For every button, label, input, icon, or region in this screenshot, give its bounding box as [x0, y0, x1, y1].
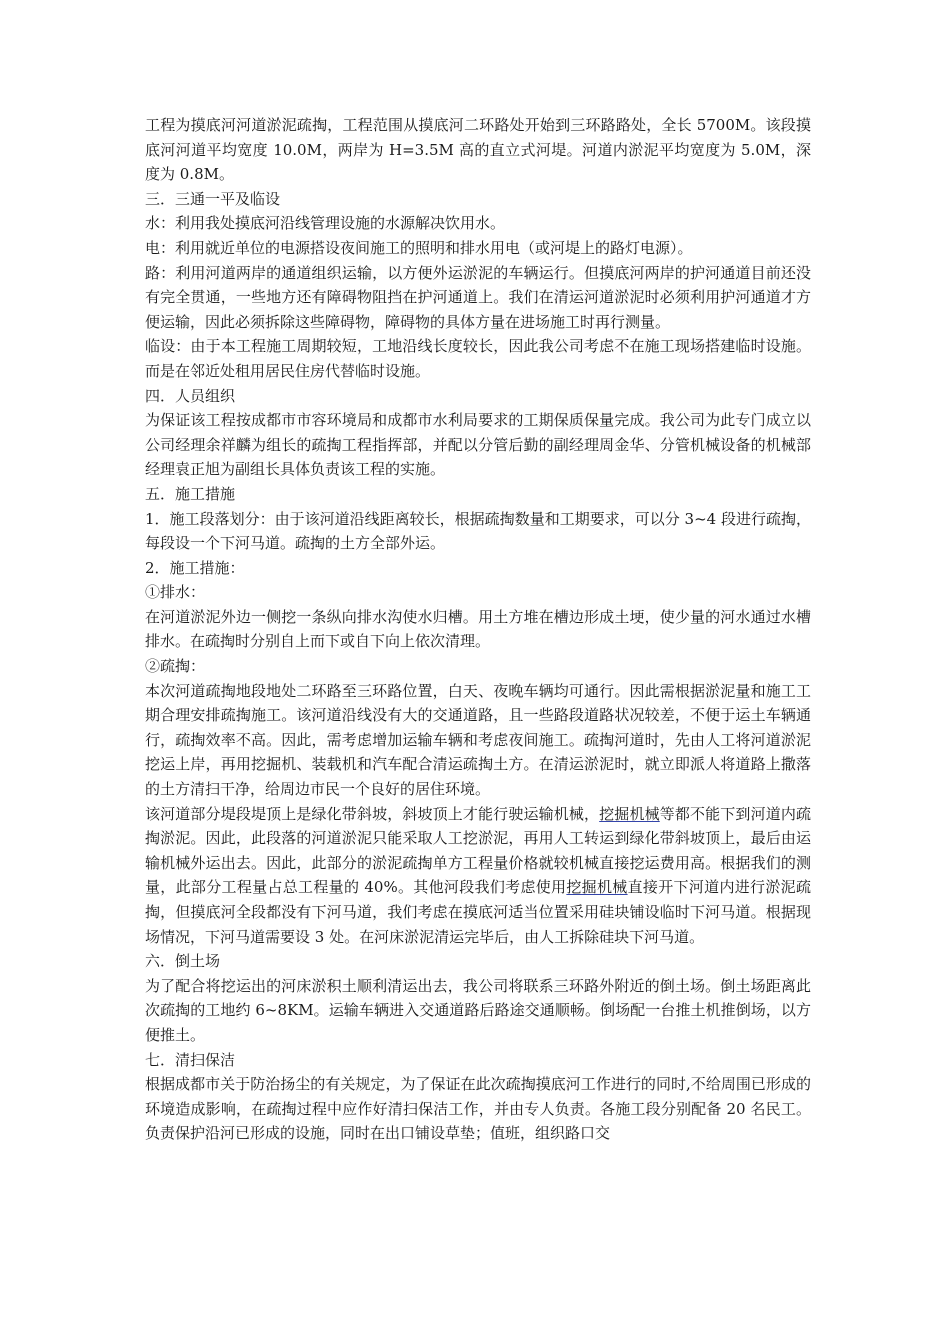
- slope-text-3: 直接开下河道内进行淤泥疏掏，但摸底河全段都没有下河马道，我们考虑在摸底河适当位置采用硅块铺设临时下河马道。根据现场情况，下河马道需要设 3 处。在河床淤泥清运完毕后，由人工拆除硅块下河马道。: [145, 878, 811, 946]
- water-paragraph: 水：利用我处摸底河沿线管理设施的水源解决饮用水。: [145, 214, 506, 233]
- drainage-paragraph: 在河道淤泥外边一侧挖一条纵向排水沟使水归槽。用土方堆在槽边形成土埂，使少量的河水通过水槽排水。在疏掏时分别自上而下或自下向上依次清理。: [145, 607, 811, 651]
- excavator-link-2[interactable]: 挖掘机械: [566, 878, 628, 897]
- slope-paragraph: [145, 802, 811, 950]
- power-paragraph: 电：利用就近单位的电源搭设夜间施工的照明和排水用电（或河堤上的路灯电源）。: [145, 238, 693, 257]
- drainage-heading: ①排水：: [145, 583, 206, 602]
- section-7-heading: 七．清扫保洁: [145, 1050, 236, 1069]
- section-4-heading: 四．人员组织: [145, 386, 236, 405]
- dredging-paragraph: 本次河道疏掏地段地处二环路至三环路位置，白天、夜晚车辆均可通行。因此需根据淤泥量和施工工期合理安排疏掏施工。该河道沿线没有大的交通道路，且一些路段道路状况较差，不便于运土车辆通行，疏掏效率不高。因此，需考虑增加运输车辆和考虑夜间施工。疏掏河道时，先由人工将河道淤泥挖运上岸，再用挖掘机、装载机和汽车配合清运疏掏土方。在清运淤泥时，就立即派人将道路上撒落的土方清扫干净，给周边市民一个良好的居住环境。: [145, 681, 811, 799]
- segment-division-paragraph: 1．施工段落划分：由于该河道沿线距离较长，根据疏掏数量和工期要求，可以分 3~4 段进行疏掏，每段设一个下河马道。疏掏的土方全部外运。: [145, 509, 811, 553]
- measures-heading: 2．施工措施：: [145, 558, 245, 577]
- section-3-heading: 三．三通一平及临设: [145, 189, 281, 208]
- dredging-heading: ②疏掏：: [145, 657, 206, 676]
- slope-text-2: 等都不能下到河道内疏掏淤泥。因此，此段落的河道淤泥只能采取人工挖淤泥，再用人工转运到绿化带斜坡顶上，最后由运输机械外运出去。因此，此部分的淤泥疏掏单方工程量价格就较机械直接挖运费用高。根据我们的测量，此部分工程量占总工程量的 40%。其他河段我们考虑使用: [145, 804, 811, 897]
- intro-paragraph: 工程为摸底河河道淤泥疏掏，工程范围从摸底河二环路处开始到三环路路处，全长 5700M。该段摸底河河道平均宽度 10.0M，两岸为 H=3.5M 高的直立式河堤。河道内淤泥平均宽度为 5.0M，深度为 0.8M。: [145, 116, 811, 184]
- excavator-link-1[interactable]: 挖掘机械: [599, 804, 660, 823]
- temporary-facilities-paragraph: 临设：由于本工程施工周期较短，工地沿线长度较长，因此我公司考虑不在施工现场搭建临时设施。而是在邻近处租用居民住房代替临时设施。: [145, 337, 811, 380]
- document-body: [145, 113, 811, 1146]
- slope-text-1: 该河道部分堤段堤顶上是绿化带斜坡，斜坡顶上才能行驶运输机械，: [145, 804, 600, 823]
- cleaning-paragraph: 根据成都市关于防治扬尘的有关规定，为了保证在此次疏掏摸底河工作进行的同时,不给周围已形成的环境造成影响，在疏掏过程中应作好清扫保洁工作，并由专人负责。各施工段分别配备 20 名民工。负责保护沿河已形成的设施，同时在出口铺设草垫；值班，组织路口交: [145, 1075, 811, 1143]
- dump-site-paragraph: 为了配合将挖运出的河床淤积土顺利清运出去，我公司将联系三环路外附近的倒土场。倒土场距离此次疏掏的工地约 6~8KM。运输车辆进入交通道路后路途交通顺畅。倒场配一台推土机推倒场，以方便推土。: [145, 976, 811, 1044]
- staff-paragraph: 为保证该工程按成都市市容环境局和成都市水利局要求的工期保质保量完成。我公司为此专门成立以公司经理余祥麟为组长的疏掏工程指挥部，并配以分管后勤的副经理周金华、分管机械设备的机械部经理袁正旭为副组长具体负责该工程的实施。: [145, 411, 811, 479]
- section-5-heading: 五．施工措施: [145, 484, 236, 503]
- section-6-heading: 六．倒土场: [145, 952, 221, 971]
- road-paragraph: 路：利用河道两岸的通道组织运输，以方便外运淤泥的车辆运行。但摸底河两岸的护河通道目前还没有完全贯通，一些地方还有障碍物阻挡在护河通道上。我们在清运河道淤泥时必须利用护河通道才方便运输，因此必须拆除这些障碍物，障碍物的具体方量在进场施工时再行测量。: [145, 263, 811, 331]
